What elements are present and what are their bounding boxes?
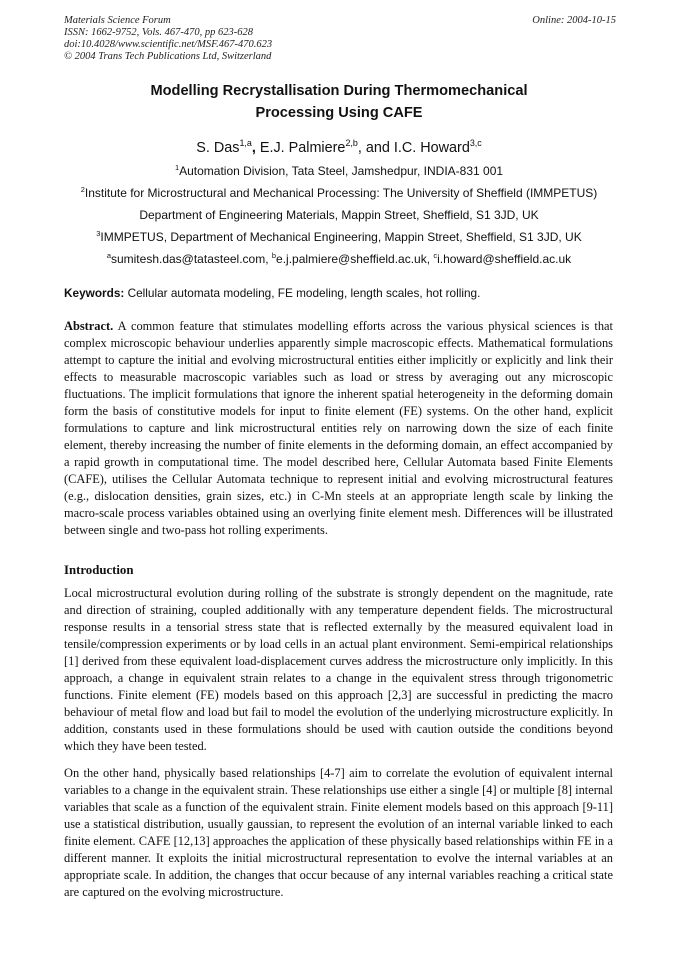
affiliation-2 (40, 185, 638, 201)
keywords-label: Keywords: (64, 286, 125, 300)
introduction-paragraph-1: Local microstructural evolution during rolling of the substrate is strongly dependent on the magnitude, rate and direction of straining, coupled additionally with any temperature dependent fields. The microstructural response results in a tensorial stress state that is reflected externally by the measured equivalent load in tensile/compression experiments or by load cells in an actual plant environment. Semi-empirical relationships [1] derived from these equivalent load-displacement curves address the microstructure only implicitly. In this approach, a change in equivalent strain relates to a change in the equivalent stress through trigonometric functions. Finite element (FE) models based on this approach [2,3] are successful in predicting the macro behaviour of metal flow and load but fail to model the evolution of the underlying microstructure explicitly. In addition, constants used in these formulations should be used with caution outside the conditions beyond which they have been tested. (64, 586, 613, 753)
journal-name: Materials Science Forum (64, 15, 171, 26)
author-emails (40, 251, 638, 267)
affiliation-2-text: Institute for Microstructural and Mechanical Processing: The University of Sheffield (IMMPETUS) (84, 186, 598, 200)
author-list (40, 140, 638, 156)
email-a-sup: a (106, 251, 111, 260)
email-c[interactable]: i.howard@sheffield.ac.uk (437, 252, 572, 266)
author-2-sup: 2,b (345, 138, 358, 149)
affiliation-2-sup: 2 (80, 185, 85, 194)
affiliation-2-department: Department of Engineering Materials, Mappin Street, Sheffield, S1 3JD, UK (139, 208, 539, 222)
abstract (64, 318, 613, 539)
author-sep-2: , and (357, 140, 394, 156)
keywords (64, 286, 616, 301)
abstract-label: Abstract. (64, 319, 114, 333)
affiliation-1 (40, 163, 638, 179)
email-b[interactable]: e.j.palmiere@sheffield.ac.uk, (276, 252, 434, 266)
section-heading-introduction: Introduction (64, 563, 134, 577)
author-2: E.J. Palmiere (259, 140, 346, 156)
affiliation-3 (40, 229, 638, 245)
affiliation-1-sup: 1 (174, 163, 180, 172)
email-a[interactable]: sumitesh.das@tatasteel.com, (110, 252, 272, 266)
author-3: I.C. Howard (393, 140, 470, 156)
author-1-sup: 1,a (239, 138, 252, 149)
journal-header (64, 15, 616, 63)
author-1: S. Das (196, 140, 240, 156)
email-b-sup: b (271, 251, 277, 260)
keywords-text: Cellular automata modeling, FE modeling, length scales, hot rolling. (124, 286, 481, 300)
introduction-paragraph-2: On the other hand, physically based relationships [4-7] aim to correlate the evolution of equivalent internal variables to a change in the equivalent strain. These relationships use either a single [4] or multiple [8] internal variables that scale as a function of the equivalent strain. Finite element models based on this approach [9-11] use a statistical distribution, usually gaussian, to represent the evolution of an internal variable linked to each finite element. CAFE [12,13] approaches the application of these physically based relationships within FE in a different manner. It exploits the initial microstructural representation to evolve the internal variables at an appropriate scale. In addition, the changes that occur because of any internal variables reaching a critical state are captured on the evolving microstructure. (64, 766, 613, 899)
affiliation-1-text: Automation Division, Tata Steel, Jamshedpur, INDIA-831 001 (179, 164, 504, 178)
author-3-sup: 3,c (469, 138, 482, 149)
affiliation-3-sup: 3 (96, 229, 101, 238)
email-c-sup: c (433, 251, 438, 260)
abstract-text: A common feature that stimulates modelling efforts across the various physical sciences is that complex microscopic behaviour underlies apparently simple macroscopic effects. Mathematical formulations attempt to capture the initial and evolving microstructural entities either implicitly or explicitly and link their effects to measurable macroscopic variables such as load or stress by averaging out any microscopic fluctuations. The implicit formulations that ignore the inherent spatial heterogeneity in the deforming domain form the basis of constitutive models for input to finite element (FE) systems. On the other hand, explicit formulations to capture and link microstructural entities rely on narrowing down the size of each finite element, thereby increasing the number of finite elements in the deforming domain, an effect accompanied by a rapid growth in computational time. The model described here, Cellular Automata based Finite Elements (CAFE), utilises the Cellular Automata technique to represent initial and evolving microstructural features (e.g., dislocation densities, grain sizes, etc.) in C-Mn steels at an appropriate length scale by linking the macro-scale process variables obtained using an overlying finite element mesh. Differences will be illustrated between single and two-pass hot rolling experiments. (64, 319, 613, 537)
online-date: Online: 2004-10-15 (532, 15, 616, 26)
author-sep-1: , (251, 140, 260, 156)
doi-line: doi:10.4028/www.scientific.net/MSF.467-470.623 (64, 39, 273, 50)
title-line-1: Modelling Recrystallisation During Thermomechanical (150, 83, 528, 99)
copyright-line: © 2004 Trans Tech Publications Ltd, Switzerland (64, 51, 272, 62)
title-line-2: Processing Using CAFE (255, 105, 423, 121)
paper-title (64, 80, 614, 124)
issn-line: ISSN: 1662-9752, Vols. 467-470, pp 623-628 (64, 27, 253, 38)
affiliation-3-text: IMMPETUS, Department of Mechanical Engineering, Mappin Street, Sheffield, S1 3JD, UK (100, 230, 582, 244)
